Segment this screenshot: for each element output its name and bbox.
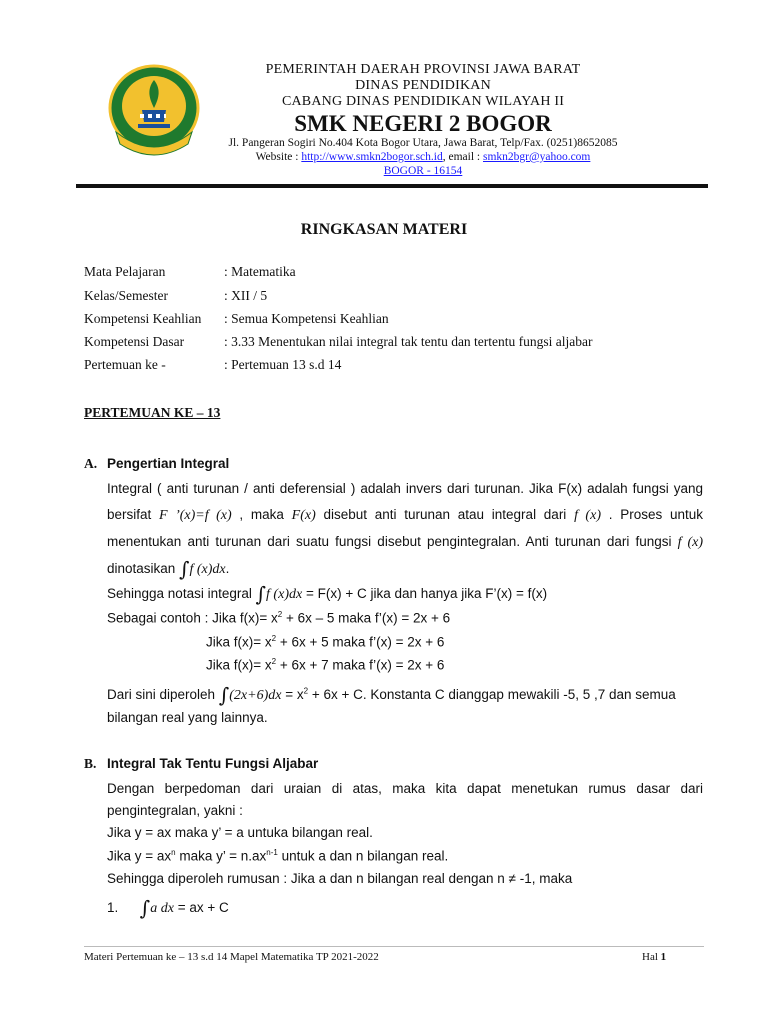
meeting-heading: PERTEMUAN KE – 13	[84, 405, 221, 420]
integral-sign-icon: ∫	[255, 582, 267, 606]
contact-line	[138, 151, 708, 163]
text: = F(x) + C jika dan hanya jika F’(x) = f(x)	[305, 586, 548, 601]
info-label: Kompetensi Dasar	[84, 334, 185, 349]
integral-sign-icon: ∫	[179, 557, 190, 581]
text: + 6x – 5 maka f’(x) = 2x + 6	[282, 610, 451, 626]
header-line-2: DINAS PENDIDIKAN	[355, 78, 491, 93]
superscript: n	[171, 848, 176, 857]
text: Sehingga notasi integral	[107, 586, 252, 601]
rule-line: Jika y = ax maka y’ = a untuka bilangan real.	[107, 825, 373, 840]
example-line	[107, 610, 450, 626]
header-line-3: CABANG DINAS PENDIDIKAN WILAYAH II	[281, 94, 565, 109]
header-line-1: PEMERINTAH DAERAH PROVINSI JAWA BARAT	[265, 62, 581, 77]
superscript: 2	[271, 634, 277, 643]
superscript: 2	[303, 686, 309, 696]
email-label: , email :	[442, 151, 483, 163]
rule-line	[107, 848, 448, 864]
header-divider	[76, 184, 708, 188]
list-number: 1.	[107, 900, 119, 915]
info-label: Mata Pelajaran	[84, 264, 166, 279]
text: Jika f(x)= x	[206, 657, 272, 673]
info-value: : Matematika	[224, 264, 296, 279]
text: + 6x + C. Konstanta C dianggap mewakili -5, 5 ,7 dan semua	[308, 687, 676, 702]
text: Jika f(x)= x	[206, 634, 272, 650]
text: maka y’ = n.ax	[175, 848, 267, 864]
integral-sign-icon: ∫	[139, 896, 151, 920]
email-link[interactable]: smkn2bgr@yahoo.com	[483, 151, 591, 163]
math-expression: F ’(x)=f (x)	[159, 508, 232, 523]
info-value: : 3.33 Menentukan nilai integral tak tentu dan tertentu fungsi aljabar	[224, 334, 593, 349]
section-b-letter: B.	[84, 756, 97, 771]
text: dinotasikan	[107, 561, 176, 576]
page-number	[642, 951, 666, 963]
school-address: Jl. Pangeran Sogiri No.404 Kota Bogor Utara, Jawa Barat, Telp/Fax. (0251)8652085	[228, 137, 618, 149]
example-line	[206, 634, 444, 650]
school-name: SMK NEGERI 2 BOGOR	[294, 111, 552, 136]
text: Hal	[642, 951, 661, 963]
text: = ax + C	[177, 900, 229, 915]
text: disebut anti turunan atau integral dari	[323, 507, 567, 522]
integral-sign-icon: ∫	[218, 683, 230, 707]
text: Integral ( anti turunan / anti deferensial ) adalah invers dari turunan. Jika F(x) adalah fungsi yang bersifat	[107, 481, 703, 522]
superscript: 2	[271, 657, 277, 666]
text: Dari sini diperoleh	[107, 687, 216, 702]
example-line	[206, 657, 444, 673]
section-a-letter: A.	[84, 456, 98, 471]
city-postcode: BOGOR - 16154	[383, 165, 463, 177]
text: , maka	[239, 507, 284, 522]
notation-line	[107, 582, 547, 606]
superscript: n-1	[266, 848, 278, 857]
info-label: Kompetensi Keahlian	[84, 311, 202, 326]
math-expression: f (x)dx	[189, 562, 226, 577]
math-expression: f (x)dx	[266, 587, 303, 602]
text: .	[225, 561, 230, 576]
derived-line	[107, 683, 703, 707]
superscript: 2	[277, 610, 283, 619]
website-link[interactable]: http://www.smkn2bogor.sch.id	[301, 151, 443, 163]
section-b-title: Integral Tak Tentu Fungsi Aljabar	[107, 756, 319, 771]
rule-line: Sehingga diperoleh rumusan : Jika a dan n bilangan real dengan n ≠ -1, maka	[107, 871, 573, 886]
math-expression: f (x)	[574, 508, 601, 523]
derived-line-2: bilangan real yang lainnya.	[107, 710, 268, 725]
text: + 6x + 7 maka f’(x) = 2x + 6	[276, 657, 445, 673]
info-label: Pertemuan ke -	[84, 357, 166, 372]
footer-divider	[84, 946, 704, 947]
text: untuk a dan n bilangan real.	[277, 848, 449, 864]
footer-text: Materi Pertemuan ke – 13 s.d 14 Mapel Matematika TP 2021-2022	[84, 951, 379, 963]
formula-item	[107, 896, 229, 920]
website-label: Website :	[255, 151, 302, 163]
document-title: RINGKASAN MATERI	[300, 221, 468, 238]
info-value: : XII / 5	[224, 288, 268, 303]
page-number-value: 1	[660, 951, 667, 963]
info-value: : Semua Kompetensi Keahlian	[224, 311, 389, 326]
text: Jika f(x)= x	[212, 610, 278, 626]
text: Sebagai contoh :	[107, 610, 213, 626]
math-expression: (2x+6)dx	[229, 688, 282, 703]
text: . Proses untuk menentukan anti turunan dari suatu fungsi disebut pengintegralan. Anti turunan dari fungsi	[107, 507, 703, 549]
text: + 6x + 5 maka f’(x) = 2x + 6	[276, 634, 445, 650]
math-expression: f (x)	[677, 535, 703, 550]
city-line	[138, 165, 708, 177]
section-a-title: Pengertian Integral	[107, 456, 230, 471]
info-label: Kelas/Semester	[84, 288, 168, 303]
info-value: : Pertemuan 13 s.d 14	[224, 357, 342, 372]
text: Jika y = ax	[107, 848, 172, 864]
math-expression: F(x)	[291, 508, 316, 523]
section-b-paragraph: Dengan berpedoman dari uraian di atas, maka kita dapat menetukan rumus dasar dari pengintegralan, yakni :	[107, 781, 703, 818]
math-expression: a dx	[150, 901, 174, 916]
text: = x	[285, 687, 304, 702]
section-a-paragraph	[107, 476, 703, 583]
